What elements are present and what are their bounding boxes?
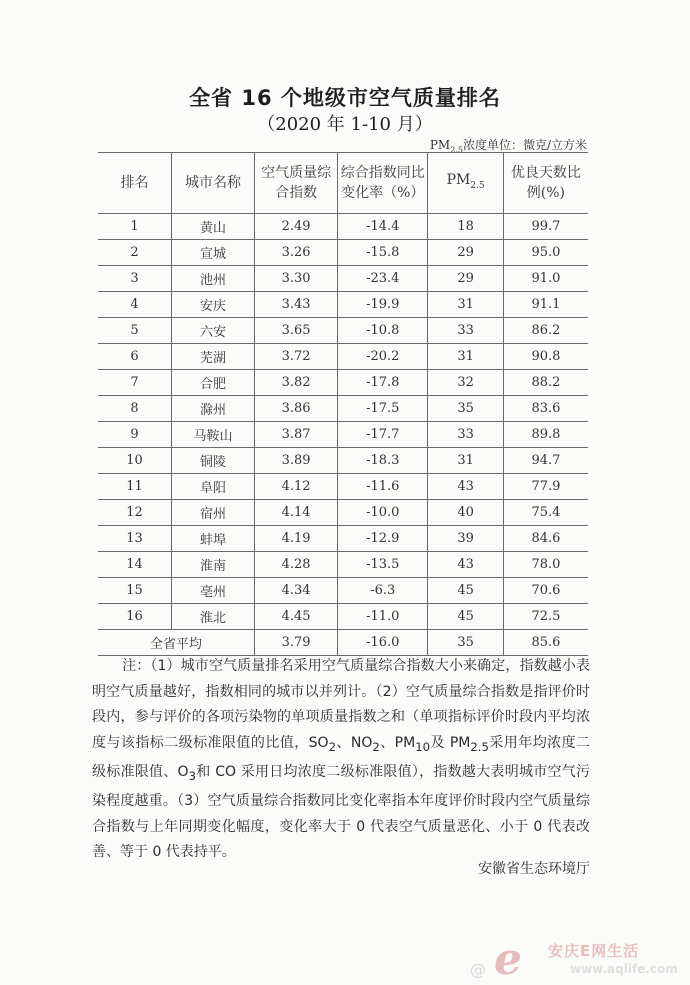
cell-city: 阜阳 — [172, 474, 255, 500]
cell-pm25: 18 — [428, 214, 503, 240]
cell-pm25: 35 — [428, 396, 503, 422]
cell-rank: 12 — [98, 500, 172, 526]
cell-index: 3.87 — [255, 422, 338, 448]
ranking-table — [98, 152, 588, 656]
cell-good: 94.7 — [503, 448, 588, 474]
cell-change: -11.0 — [338, 604, 428, 630]
cell-rank: 13 — [98, 526, 172, 552]
cell-change: -15.8 — [338, 240, 428, 266]
cell-good: 90.8 — [503, 344, 588, 370]
table-row-average — [98, 630, 588, 656]
cell-change: -18.3 — [338, 448, 428, 474]
cell-pm25: 29 — [428, 240, 503, 266]
cell-index: 3.89 — [255, 448, 338, 474]
cell-index: 4.34 — [255, 578, 338, 604]
cell-pm25: 32 — [428, 370, 503, 396]
unit-prefix: PM — [429, 138, 451, 152]
cell-good: 75.4 — [503, 500, 588, 526]
cell-pm25: 45 — [428, 578, 503, 604]
header-city: 城市名称 — [172, 153, 255, 214]
cell-index: 3.26 — [255, 240, 338, 266]
cell-city: 黄山 — [172, 214, 255, 240]
header-change-line2: 变化率（%） — [341, 185, 425, 201]
cell-city: 芜湖 — [172, 344, 255, 370]
table-row — [98, 422, 588, 448]
table-row — [98, 370, 588, 396]
cell-change: -11.6 — [338, 474, 428, 500]
cell-rank: 5 — [98, 318, 172, 344]
cell-rank: 2 — [98, 240, 172, 266]
table-row — [98, 240, 588, 266]
cell-city: 蚌埠 — [172, 526, 255, 552]
table-row — [98, 396, 588, 422]
document-title: 全省 16 个地级市空气质量排名 — [189, 86, 501, 110]
cell-change: -10.8 — [338, 318, 428, 344]
document-subtitle: （2020 年 1-10 月） — [257, 114, 433, 135]
cell-good: 77.9 — [503, 474, 588, 500]
table-row — [98, 500, 588, 526]
cell-city: 马鞍山 — [172, 422, 255, 448]
cell-pm25: 45 — [428, 604, 503, 630]
cell-index: 3.43 — [255, 292, 338, 318]
watermark-logo-icon: e — [494, 934, 522, 985]
table-row — [98, 604, 588, 630]
cell-rank: 11 — [98, 474, 172, 500]
header-good-line2: 例(%) — [526, 185, 566, 201]
table-row — [98, 292, 588, 318]
cell-rank: 9 — [98, 422, 172, 448]
header-pm-sub: 2.5 — [470, 180, 485, 191]
cell-good: 70.6 — [503, 578, 588, 604]
cell-rank: 8 — [98, 396, 172, 422]
cell-index: 4.28 — [255, 552, 338, 578]
cell-rank: 4 — [98, 292, 172, 318]
note-text-2: 、NO — [335, 734, 373, 751]
cell-change: -13.5 — [338, 552, 428, 578]
cell-city: 安庆 — [172, 292, 255, 318]
note-text-5: 采用年均浓度二级标准限值、O — [92, 734, 591, 780]
cell-index: 3.65 — [255, 318, 338, 344]
cell-city: 宿州 — [172, 500, 255, 526]
cell-pm25: 43 — [428, 474, 503, 500]
cell-good: 89.8 — [503, 422, 588, 448]
cell-index: 3.82 — [255, 370, 338, 396]
cell-rank: 3 — [98, 266, 172, 292]
cell-rank: 6 — [98, 344, 172, 370]
note-text-3: 、PM — [379, 734, 416, 751]
cell-change: -17.8 — [338, 370, 428, 396]
cell-rank: 16 — [98, 604, 172, 630]
note-sub: 2 — [372, 739, 380, 754]
table-row — [98, 344, 588, 370]
header-good-line1: 优良天数比 — [510, 165, 581, 181]
table-row — [98, 266, 588, 292]
cell-change: -12.9 — [338, 526, 428, 552]
cell-index: 4.19 — [255, 526, 338, 552]
cell-city: 六安 — [172, 318, 255, 344]
cell-good: 91.0 — [503, 266, 588, 292]
cell-change: -20.2 — [338, 344, 428, 370]
table-row — [98, 318, 588, 344]
table-row — [98, 214, 588, 240]
watermark-url: www.aqlife.com — [570, 962, 678, 976]
cell-rank: 1 — [98, 214, 172, 240]
cell-change: -17.7 — [338, 422, 428, 448]
cell-pm25: 31 — [428, 292, 503, 318]
cell-average-change: -16.0 — [338, 630, 428, 656]
cell-good: 83.6 — [503, 396, 588, 422]
table-row — [98, 474, 588, 500]
cell-good: 95.0 — [503, 240, 588, 266]
unit-suffix: 浓度单位：微克/立方米 — [462, 138, 587, 152]
watermark-name: 安庆E网生活 — [548, 942, 640, 960]
note-sub: 10 — [415, 739, 431, 754]
issuing-organization: 安徽省生态环境厅 — [478, 861, 590, 877]
header-pm-prefix: PM — [446, 172, 471, 189]
cell-pm25: 43 — [428, 552, 503, 578]
cell-index: 4.45 — [255, 604, 338, 630]
cell-change: -17.5 — [338, 396, 428, 422]
cell-pm25: 31 — [428, 448, 503, 474]
header-index-line2: 合指数 — [275, 185, 318, 201]
cell-good: 78.0 — [503, 552, 588, 578]
cell-pm25: 40 — [428, 500, 503, 526]
cell-change: -23.4 — [338, 266, 428, 292]
cell-good: 99.7 — [503, 214, 588, 240]
cell-rank: 7 — [98, 370, 172, 396]
cell-index: 2.49 — [255, 214, 338, 240]
cell-index: 3.30 — [255, 266, 338, 292]
cell-pm25: 33 — [428, 422, 503, 448]
cell-rank: 10 — [98, 448, 172, 474]
header-pm25 — [428, 153, 503, 214]
cell-index: 4.14 — [255, 500, 338, 526]
table-row — [98, 552, 588, 578]
cell-city: 滁州 — [172, 396, 255, 422]
cell-index: 4.12 — [255, 474, 338, 500]
cell-rank: 15 — [98, 578, 172, 604]
cell-average-index: 3.79 — [255, 630, 338, 656]
header-index-line1: 空气质量综 — [261, 165, 332, 181]
cell-average-label: 全省平均 — [98, 630, 255, 656]
cell-good: 72.5 — [503, 604, 588, 630]
table-row — [98, 578, 588, 604]
cell-average-good: 85.6 — [503, 630, 588, 656]
cell-change: -6.3 — [338, 578, 428, 604]
cell-good: 84.6 — [503, 526, 588, 552]
cell-change: -10.0 — [338, 500, 428, 526]
cell-change: -19.9 — [338, 292, 428, 318]
cell-pm25: 33 — [428, 318, 503, 344]
cell-city: 亳州 — [172, 578, 255, 604]
header-change-line1: 综合指数同比 — [340, 165, 425, 181]
cell-city: 淮北 — [172, 604, 255, 630]
cell-index: 3.86 — [255, 396, 338, 422]
watermark-at-icon: @ — [470, 960, 486, 979]
header-change — [338, 153, 428, 214]
cell-city: 淮南 — [172, 552, 255, 578]
note-text-1: 注：（1）城市空气质量排名采用空气质量综合指数大小来确定，指数越小表明空气质量越好，指数相同的城市以并列计。（2）空气质量综合指数是指评价时段内，参与评价的各项污染物的单项质量指数之和（单项指标评价时段内平均浓度与该指标二级标准限值的比值，SO — [92, 658, 590, 751]
note-sub: 2 — [328, 739, 336, 754]
header-good-days — [503, 153, 588, 214]
cell-city: 宣城 — [172, 240, 255, 266]
note-text-4: 及 PM — [430, 734, 471, 751]
cell-good: 88.2 — [503, 370, 588, 396]
cell-average-pm25: 35 — [428, 630, 503, 656]
cell-pm25: 39 — [428, 526, 503, 552]
cell-pm25: 29 — [428, 266, 503, 292]
cell-good: 86.2 — [503, 318, 588, 344]
table-body — [98, 214, 588, 656]
table-row — [98, 526, 588, 552]
cell-city: 铜陵 — [172, 448, 255, 474]
cell-good: 91.1 — [503, 292, 588, 318]
cell-city: 合肥 — [172, 370, 255, 396]
header-index — [255, 153, 338, 214]
table-row — [98, 448, 588, 474]
cell-rank: 14 — [98, 552, 172, 578]
header-rank: 排名 — [98, 153, 172, 214]
note-sub: 3 — [188, 768, 197, 783]
cell-change: -14.4 — [338, 214, 428, 240]
cell-index: 3.72 — [255, 344, 338, 370]
footnote — [92, 654, 590, 866]
note-sub: 2.5 — [470, 739, 489, 754]
table-header-row — [98, 153, 588, 214]
note-text-6: 和 CO 采用日均浓度二级标准限值），指数越大表明城市空气污染程度越重。（3）空气质量综合指数同比变化率指本年度评价时段内空气质量综合指数与上年同期变化幅度，变化率大于 0 代表空气质量恶化、小于 0 代表改善、等于 0 代表持平。 — [92, 763, 590, 861]
cell-pm25: 31 — [428, 344, 503, 370]
unit-sub: 2.5 — [450, 145, 463, 155]
watermark — [470, 934, 690, 985]
cell-city: 池州 — [172, 266, 255, 292]
